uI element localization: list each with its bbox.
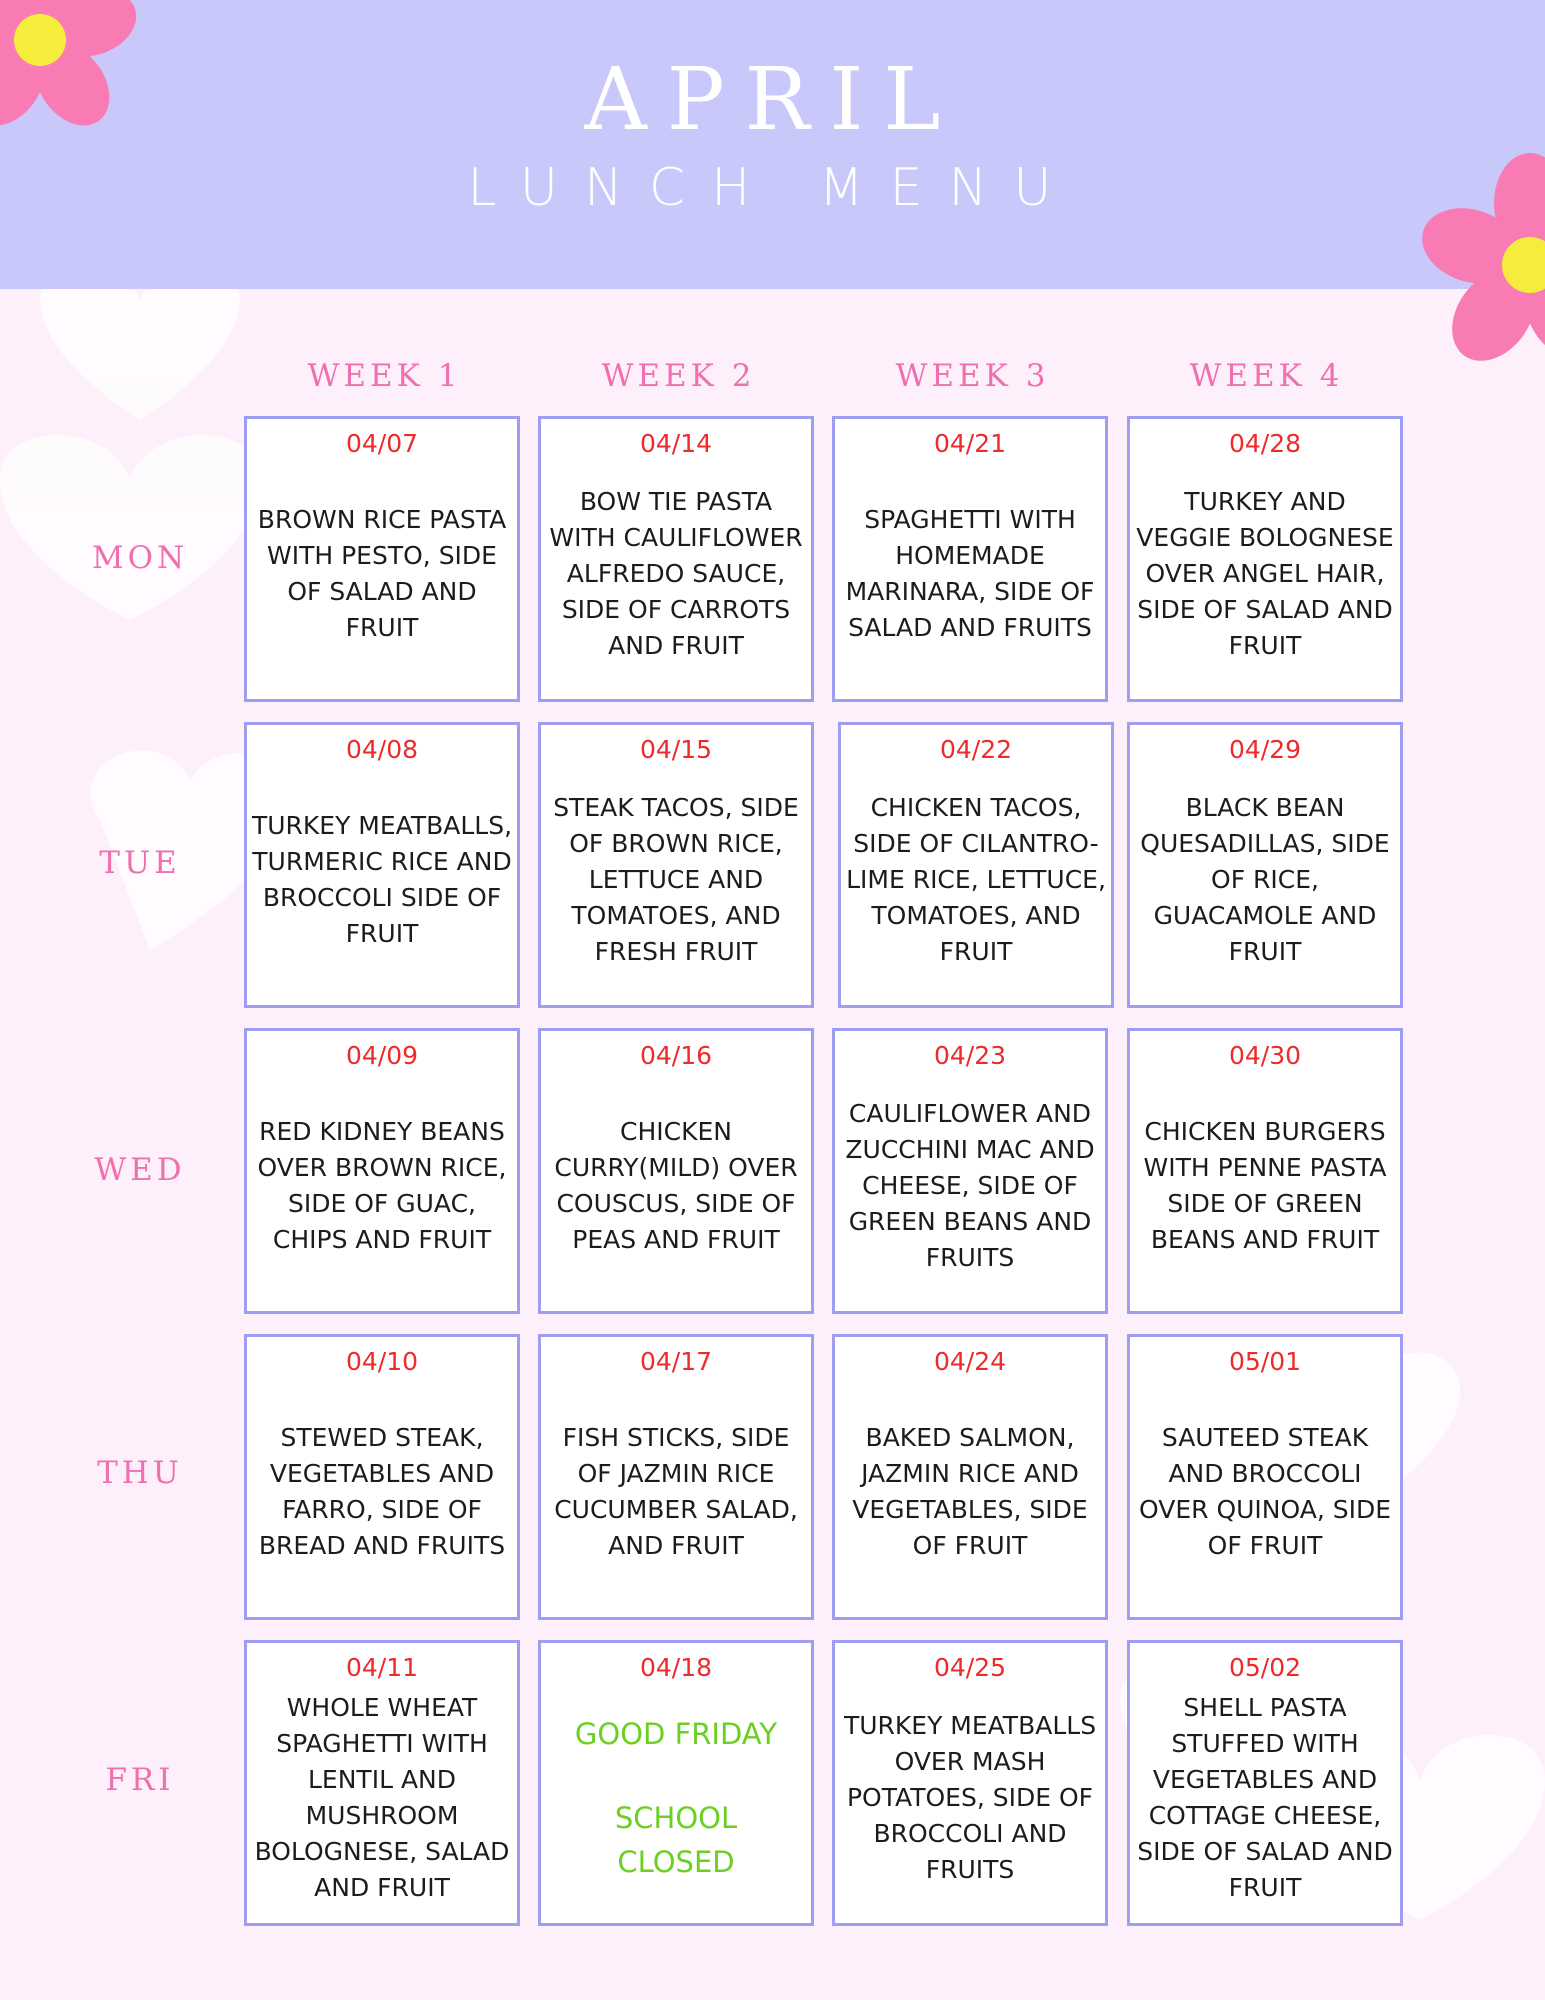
menu-item-text: CHICKEN BURGERS WITH PENNE PASTA SIDE OF GREEN BEANS AND FRUIT xyxy=(1143,1117,1387,1254)
menu-cell-wed-week2 xyxy=(538,1028,814,1314)
menu-item-text: RED KIDNEY BEANS OVER BROWN RICE, SIDE OF GUAC, CHIPS AND FRUIT xyxy=(257,1117,507,1254)
menu-date: 04/09 xyxy=(345,1041,419,1070)
week-1-header: WEEK 1 xyxy=(307,358,462,394)
week-2-header: WEEK 2 xyxy=(601,358,756,394)
menu-cell-tue-week1 xyxy=(244,722,520,1008)
menu-cell-thu-week4 xyxy=(1127,1334,1403,1620)
menu-date: 04/23 xyxy=(933,1041,1007,1070)
menu-item-text: SPAGHETTI WITH HOMEMADE MARINARA, SIDE OF SALAD AND FRUITS xyxy=(845,505,1095,642)
menu-date: 04/28 xyxy=(1228,429,1302,458)
menu-item-text: BLACK BEAN QUESADILLAS, SIDE OF RICE, GUACAMOLE AND FRUIT xyxy=(1140,793,1390,966)
menu-item-text: STEWED STEAK, VEGETABLES AND FARRO, SIDE OF BREAD AND FRUITS xyxy=(258,1423,506,1560)
menu-date: 05/02 xyxy=(1228,1653,1302,1682)
menu-date: 04/25 xyxy=(933,1653,1007,1682)
menu-cell-mon-week1 xyxy=(244,416,520,702)
flower-top-left-icon xyxy=(0,0,140,140)
menu-date: 04/21 xyxy=(933,429,1007,458)
menu-cell-mon-week4 xyxy=(1127,416,1403,702)
menu-item-text: TURKEY MEATBALLS OVER MASH POTATOES, SIDE OF BROCCOLI AND FRUITS xyxy=(843,1711,1097,1884)
menu-date: 04/07 xyxy=(345,429,419,458)
day-label-wed: WED xyxy=(94,1152,186,1188)
menu-cell-mon-week3 xyxy=(832,416,1108,702)
menu-item-text: WHOLE WHEAT SPAGHETTI WITH LENTIL AND MUSHROOM BOLOGNESE, SALAD AND FRUIT xyxy=(254,1693,510,1902)
menu-item-text: CHICKEN TACOS, SIDE OF CILANTRO-LIME RICE, LETTUCE, TOMATOES, AND FRUIT xyxy=(846,793,1106,966)
menu-item-text: TURKEY AND VEGGIE BOLOGNESE OVER ANGEL HAIR, SIDE OF SALAD AND FRUIT xyxy=(1136,487,1394,660)
menu-cell-fri-week1 xyxy=(244,1640,520,1926)
school-closed-notice xyxy=(575,1689,777,1923)
menu-item-text: SHELL PASTA STUFFED WITH VEGETABLES AND COTTAGE CHEESE, SIDE OF SALAD AND FRUIT xyxy=(1137,1693,1393,1902)
menu-date: 04/15 xyxy=(639,735,713,764)
menu-item-text: BOW TIE PASTA WITH CAULIFLOWER ALFREDO SAUCE, SIDE OF CARROTS AND FRUIT xyxy=(549,487,803,660)
menu-item-text: CAULIFLOWER AND ZUCCHINI MAC AND CHEESE, SIDE OF GREEN BEANS AND FRUITS xyxy=(845,1099,1095,1272)
menu-item-text: BROWN RICE PASTA WITH PESTO, SIDE OF SALAD AND FRUIT xyxy=(257,505,507,642)
menu-item-text: SAUTEED STEAK AND BROCCOLI OVER QUINOA, SIDE OF FRUIT xyxy=(1138,1423,1392,1560)
week-4-header: WEEK 4 xyxy=(1189,358,1344,394)
menu-date: 04/29 xyxy=(1228,735,1302,764)
day-label-fri: FRI xyxy=(105,1762,175,1798)
menu-cell-fri-week2 xyxy=(538,1640,814,1926)
menu-cell-wed-week1 xyxy=(244,1028,520,1314)
menu-title: APRIL xyxy=(584,50,961,150)
day-label-mon: MON xyxy=(91,540,189,576)
menu-date: 04/11 xyxy=(345,1653,419,1682)
menu-date: 04/16 xyxy=(639,1041,713,1070)
menu-item-text: BAKED SALMON, JAZMIN RICE AND VEGETABLES, SIDE OF FRUIT xyxy=(852,1423,1088,1560)
menu-cell-tue-week4 xyxy=(1127,722,1403,1008)
menu-date: 04/18 xyxy=(639,1653,713,1682)
good-friday-label: GOOD FRIDAY xyxy=(574,1717,778,1751)
menu-item-text: FISH STICKS, SIDE OF JAZMIN RICE CUCUMBER SALAD, AND FRUIT xyxy=(554,1423,798,1560)
school-closed-label: SCHOOL CLOSED xyxy=(614,1801,738,1879)
menu-cell-fri-week3 xyxy=(832,1640,1108,1926)
menu-date: 05/01 xyxy=(1228,1347,1302,1376)
menu-date: 04/30 xyxy=(1228,1041,1302,1070)
menu-cell-mon-week2 xyxy=(538,416,814,702)
menu-date: 04/10 xyxy=(345,1347,419,1376)
menu-date: 04/24 xyxy=(933,1347,1007,1376)
day-label-thu: THU xyxy=(97,1455,183,1491)
menu-cell-fri-week4 xyxy=(1127,1640,1403,1926)
header-banner xyxy=(0,0,1545,289)
menu-date: 04/17 xyxy=(639,1347,713,1376)
menu-subtitle: LUNCH MENU xyxy=(467,158,1078,218)
menu-cell-thu-week1 xyxy=(244,1334,520,1620)
menu-item-text: STEAK TACOS, SIDE OF BROWN RICE, LETTUCE AND TOMATOES, AND FRESH FRUIT xyxy=(553,793,799,966)
menu-item-text: TURKEY MEATBALLS, TURMERIC RICE AND BROCCOLI SIDE OF FRUIT xyxy=(251,811,513,948)
menu-cell-thu-week3 xyxy=(832,1334,1108,1620)
menu-cell-tue-week3 xyxy=(838,722,1114,1008)
week-3-header: WEEK 3 xyxy=(895,358,1050,394)
menu-cell-tue-week2 xyxy=(538,722,814,1008)
day-label-tue: TUE xyxy=(99,845,181,881)
flower-top-right-icon xyxy=(1415,150,1545,380)
menu-cell-wed-week4 xyxy=(1127,1028,1403,1314)
menu-date: 04/08 xyxy=(345,735,419,764)
menu-item-text: CHICKEN CURRY(MILD) OVER COUSCUS, SIDE OF PEAS AND FRUIT xyxy=(554,1117,798,1254)
menu-date: 04/14 xyxy=(639,429,713,458)
menu-cell-thu-week2 xyxy=(538,1334,814,1620)
menu-cell-wed-week3 xyxy=(832,1028,1108,1314)
menu-date: 04/22 xyxy=(939,735,1013,764)
